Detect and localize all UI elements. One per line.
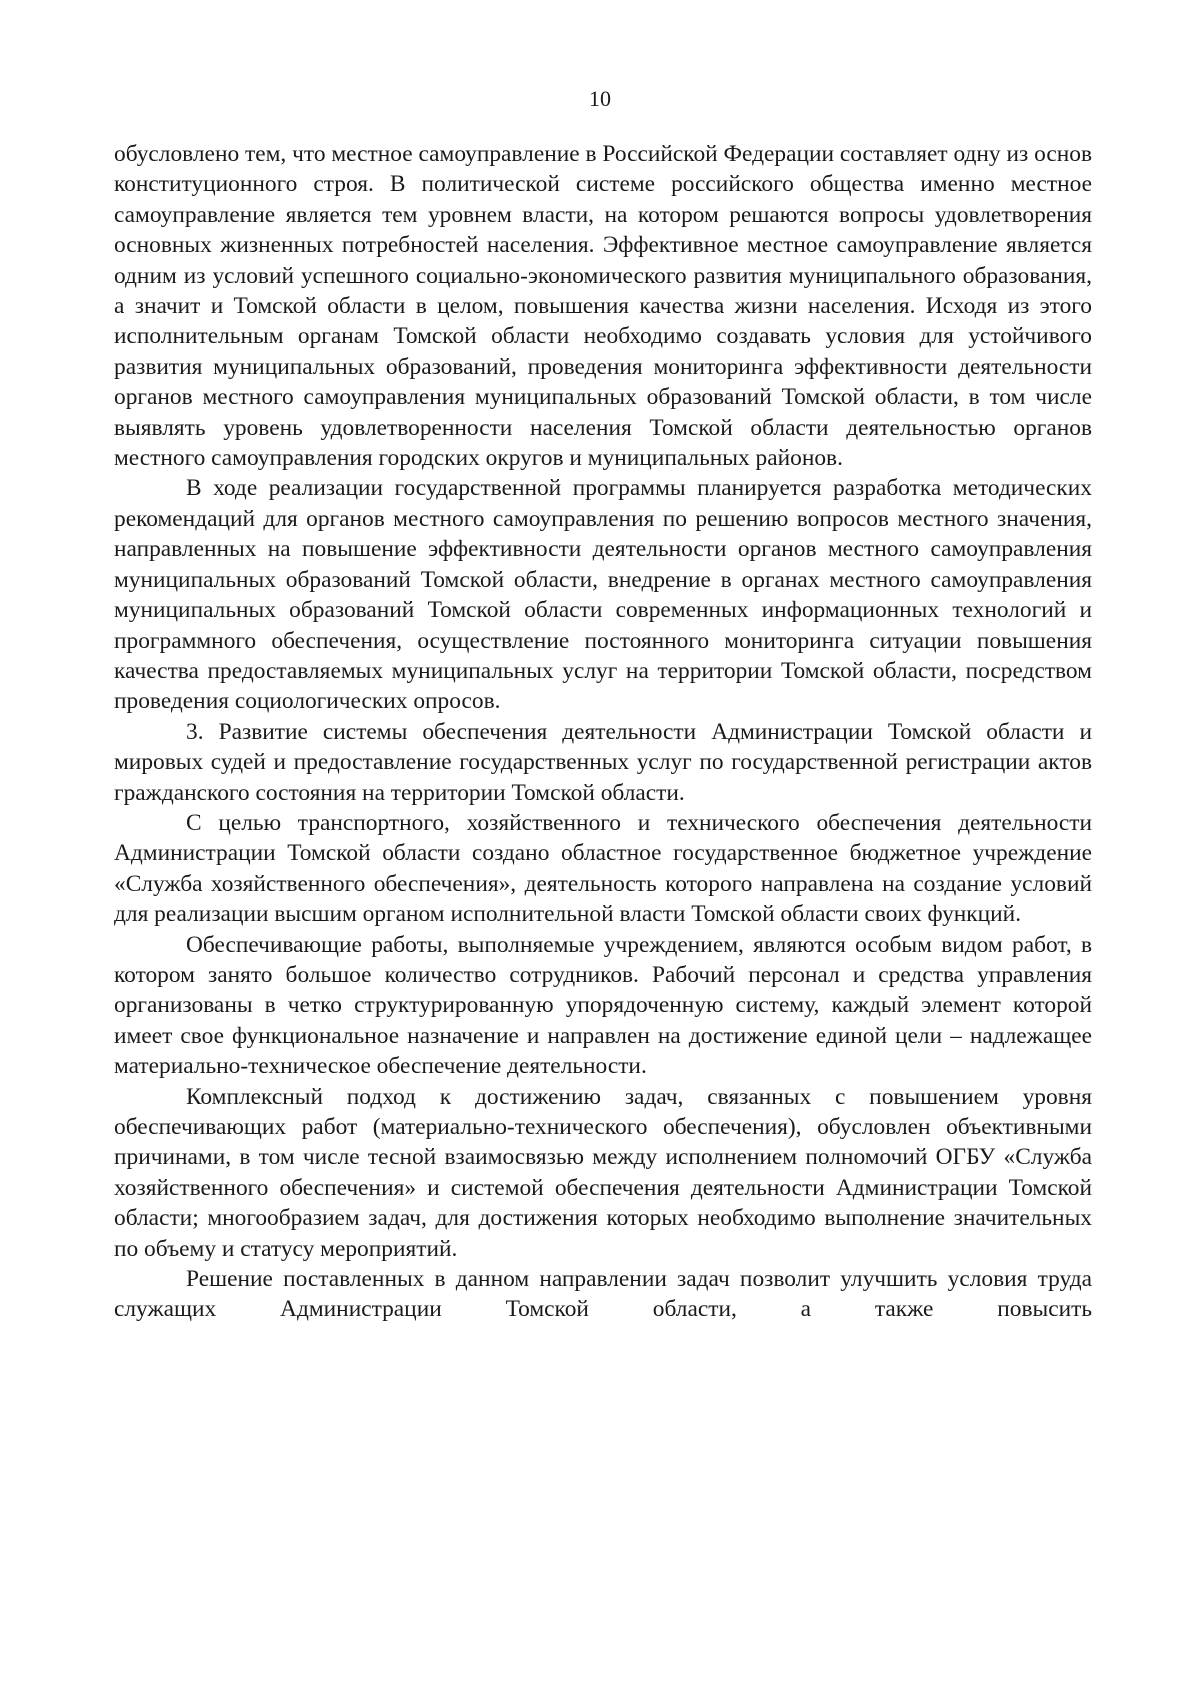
paragraph-program-implementation: В ходе реализации государственной программы планируется разработка методических рекомендаций для органов местного самоуправления по решению вопросов местного значения, направленных на повышение эффективности деятельности органов местного самоуправления муниципальных образований Томской области, внедрение в органах местного самоуправления муниципальных образований Томской области современных информационных технологий и программного обеспечения, осуществление постоянного мониторинга ситуации повышения качества предоставляемых муниципальных услуг на территории Томской области, посредством проведения социологических опросов. (114, 475, 1092, 715)
page-number: 10 (589, 86, 611, 111)
paragraph-complex-approach: Комплексный подход к достижению задач, связанных с повышением уровня обеспечивающих работ (материально-технического обеспечения), обусловлен объективными причинами, в том числе тесной взаимосвязью между исполнением полномочий ОГБУ «Служба хозяйственного обеспечения» и системой обеспечения деятельности Администрации Томской области; многообразием задач, для достижения которых необходимо выполнение значительных по объему и статусу мероприятий. (114, 1083, 1092, 1262)
paragraph-local-self-government: обусловлено тем, что местное самоуправление в Российской Федерации составляет одну из основ конституционного строя. В политической системе российского общества именно местное самоуправление является тем уровнем власти, на котором решаются вопросы удовлетворения основных жизненных потребностей населения. Эффективное местное самоуправление является одним из условий успешного социально-экономического развития муниципального образования, а значит и Томской области в целом, повышения качества жизни населения. Исходя из этого исполнительным органам Томской области необходимо создавать условия для устойчивого развития муниципальных образований, проведения мониторинга эффективности деятельности органов местного самоуправления муниципальных образований Томской области, в том числе выявлять уровень удовлетворенности населения Томской области деятельностью органов местного самоуправления городских округов и муниципальных районов. (114, 141, 1092, 472)
paragraph-service-institution: С целью транспортного, хозяйственного и технического обеспечения деятельности Администрации Томской области создано областное государственное бюджетное учреждение «Служба хозяйственного обеспечения», деятельность которого направлена на создание условий для реализации высшим органом исполнительной власти Томской области своих функций. (114, 809, 1092, 928)
paragraph-section-3-heading: 3. Развитие системы обеспечения деятельности Администрации Томской области и мировых судей и предоставление государственных услуг по государственной регистрации актов гражданского состояния на территории Томской области. (114, 718, 1092, 806)
document-body (114, 139, 1092, 1325)
paragraph-support-works: Обеспечивающие работы, выполняемые учреждением, являются особым видом работ, в котором занято большое количество сотрудников. Рабочий персонал и средства управления организованы в четко структурированную упорядоченную систему, каждый элемент которой имеет свое функциональное назначение и направлен на достижение единой цели – надлежащее материально-техническое обеспечение деятельности. (114, 931, 1092, 1080)
paragraph-task-solution: Решение поставленных в данном направлении задач позволит улучшить условия труда служащих Администрации Томской области, а также повысить (114, 1266, 1092, 1323)
